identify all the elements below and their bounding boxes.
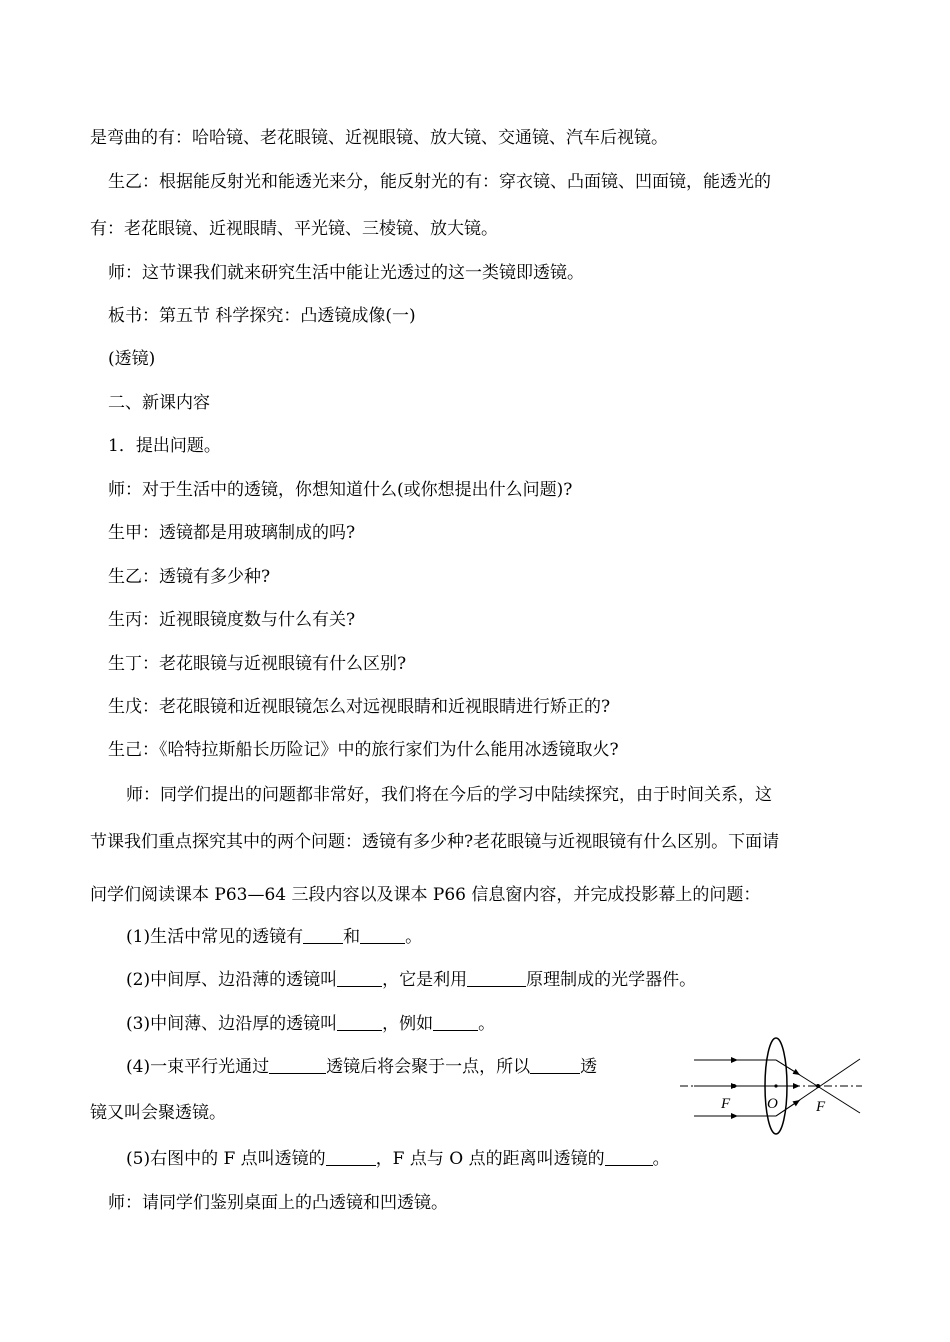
optical-center-point bbox=[774, 1084, 777, 1087]
text-line: 板书：第五节 科学探究：凸透镜成像(一) bbox=[108, 306, 416, 326]
question-4-continued: 镜又叫会聚透镜。 bbox=[90, 1103, 226, 1123]
convex-lens-diagram bbox=[676, 1034, 866, 1142]
answer-blank bbox=[605, 1149, 653, 1166]
text-line: (透镜) bbox=[108, 349, 156, 369]
answer-blank bbox=[326, 1149, 376, 1166]
section-heading: 二、新课内容 bbox=[108, 393, 210, 413]
text-line: 节课我们重点探究其中的两个问题：透镜有多少种?老花眼镜与近视眼镜有什么区别。下面请 bbox=[90, 832, 780, 852]
question-4: (4)一束平行光通过 透镜后将会聚于一点，所以 透 bbox=[126, 1057, 598, 1077]
focal-point-right bbox=[816, 1084, 820, 1088]
focal-point-left bbox=[732, 1084, 736, 1088]
answer-blank bbox=[303, 927, 343, 944]
text-line: 生丙：近视眼镜度数与什么有关? bbox=[108, 610, 356, 630]
ray-arrow bbox=[776, 1060, 800, 1075]
text-line: 问学们阅读课本 P63—64 三段内容以及课本 P66 信息窗内容，并完成投影幕上的问题： bbox=[90, 885, 761, 905]
question-5: (5)右图中的 F 点叫透镜的 ，F 点与 O 点的距离叫透镜的 。 bbox=[126, 1149, 670, 1169]
text-line: 生丁：老花眼镜与近视眼镜有什么区别? bbox=[108, 654, 407, 674]
question-2: (2)中间厚、边沿薄的透镜叫 ，它是利用 原理制成的光学器件。 bbox=[126, 970, 697, 990]
label-f-right: F bbox=[816, 1099, 826, 1115]
question-3: (3)中间薄、边沿厚的透镜叫 ，例如 。 bbox=[126, 1014, 496, 1034]
answer-blank bbox=[337, 970, 382, 987]
answer-blank bbox=[433, 1014, 478, 1031]
answer-blank bbox=[530, 1057, 580, 1074]
text-line: 师：同学们提出的问题都非常好，我们将在今后的学习中陆续探究，由于时间关系，这 bbox=[126, 785, 772, 805]
text-line: 生乙：根据能反射光和能透光来分，能反射光的有：穿衣镜、凸面镜、凹面镜，能透光的 bbox=[108, 172, 771, 192]
text-line: 生戊：老花眼镜和近视眼镜怎么对远视眼睛和近视眼睛进行矫正的? bbox=[108, 697, 611, 717]
label-f-left: F bbox=[721, 1096, 731, 1112]
text-line: 是弯曲的有：哈哈镜、老花眼镜、近视眼镜、放大镜、交通镜、汽车后视镜。 bbox=[90, 128, 668, 148]
text-line: 有：老花眼镜、近视眼睛、平光镜、三棱镜、放大镜。 bbox=[90, 219, 498, 239]
text-line: 生己：《哈特拉斯船长历险记》中的旅行家们为什么能用冰透镜取火? bbox=[108, 740, 619, 760]
text-line: 生乙：透镜有多少种? bbox=[108, 567, 271, 587]
text-line: 生甲：透镜都是用玻璃制成的吗? bbox=[108, 523, 356, 543]
label-o: O bbox=[767, 1096, 778, 1112]
answer-blank bbox=[360, 927, 405, 944]
text-line: 1．提出问题。 bbox=[108, 436, 221, 456]
answer-blank bbox=[467, 970, 526, 987]
answer-blank bbox=[337, 1014, 382, 1031]
text-line: 师：对于生活中的透镜，你想知道什么(或你想提出什么问题)? bbox=[108, 480, 573, 500]
answer-blank bbox=[269, 1057, 326, 1074]
question-1: (1)生活中常见的透镜有 和 。 bbox=[126, 927, 423, 947]
ray-arrow bbox=[776, 1100, 800, 1116]
text-line: 师：请同学们鉴别桌面上的凸透镜和凹透镜。 bbox=[108, 1193, 448, 1213]
text-line: 师：这节课我们就来研究生活中能让光透过的这一类镜即透镜。 bbox=[108, 263, 584, 283]
